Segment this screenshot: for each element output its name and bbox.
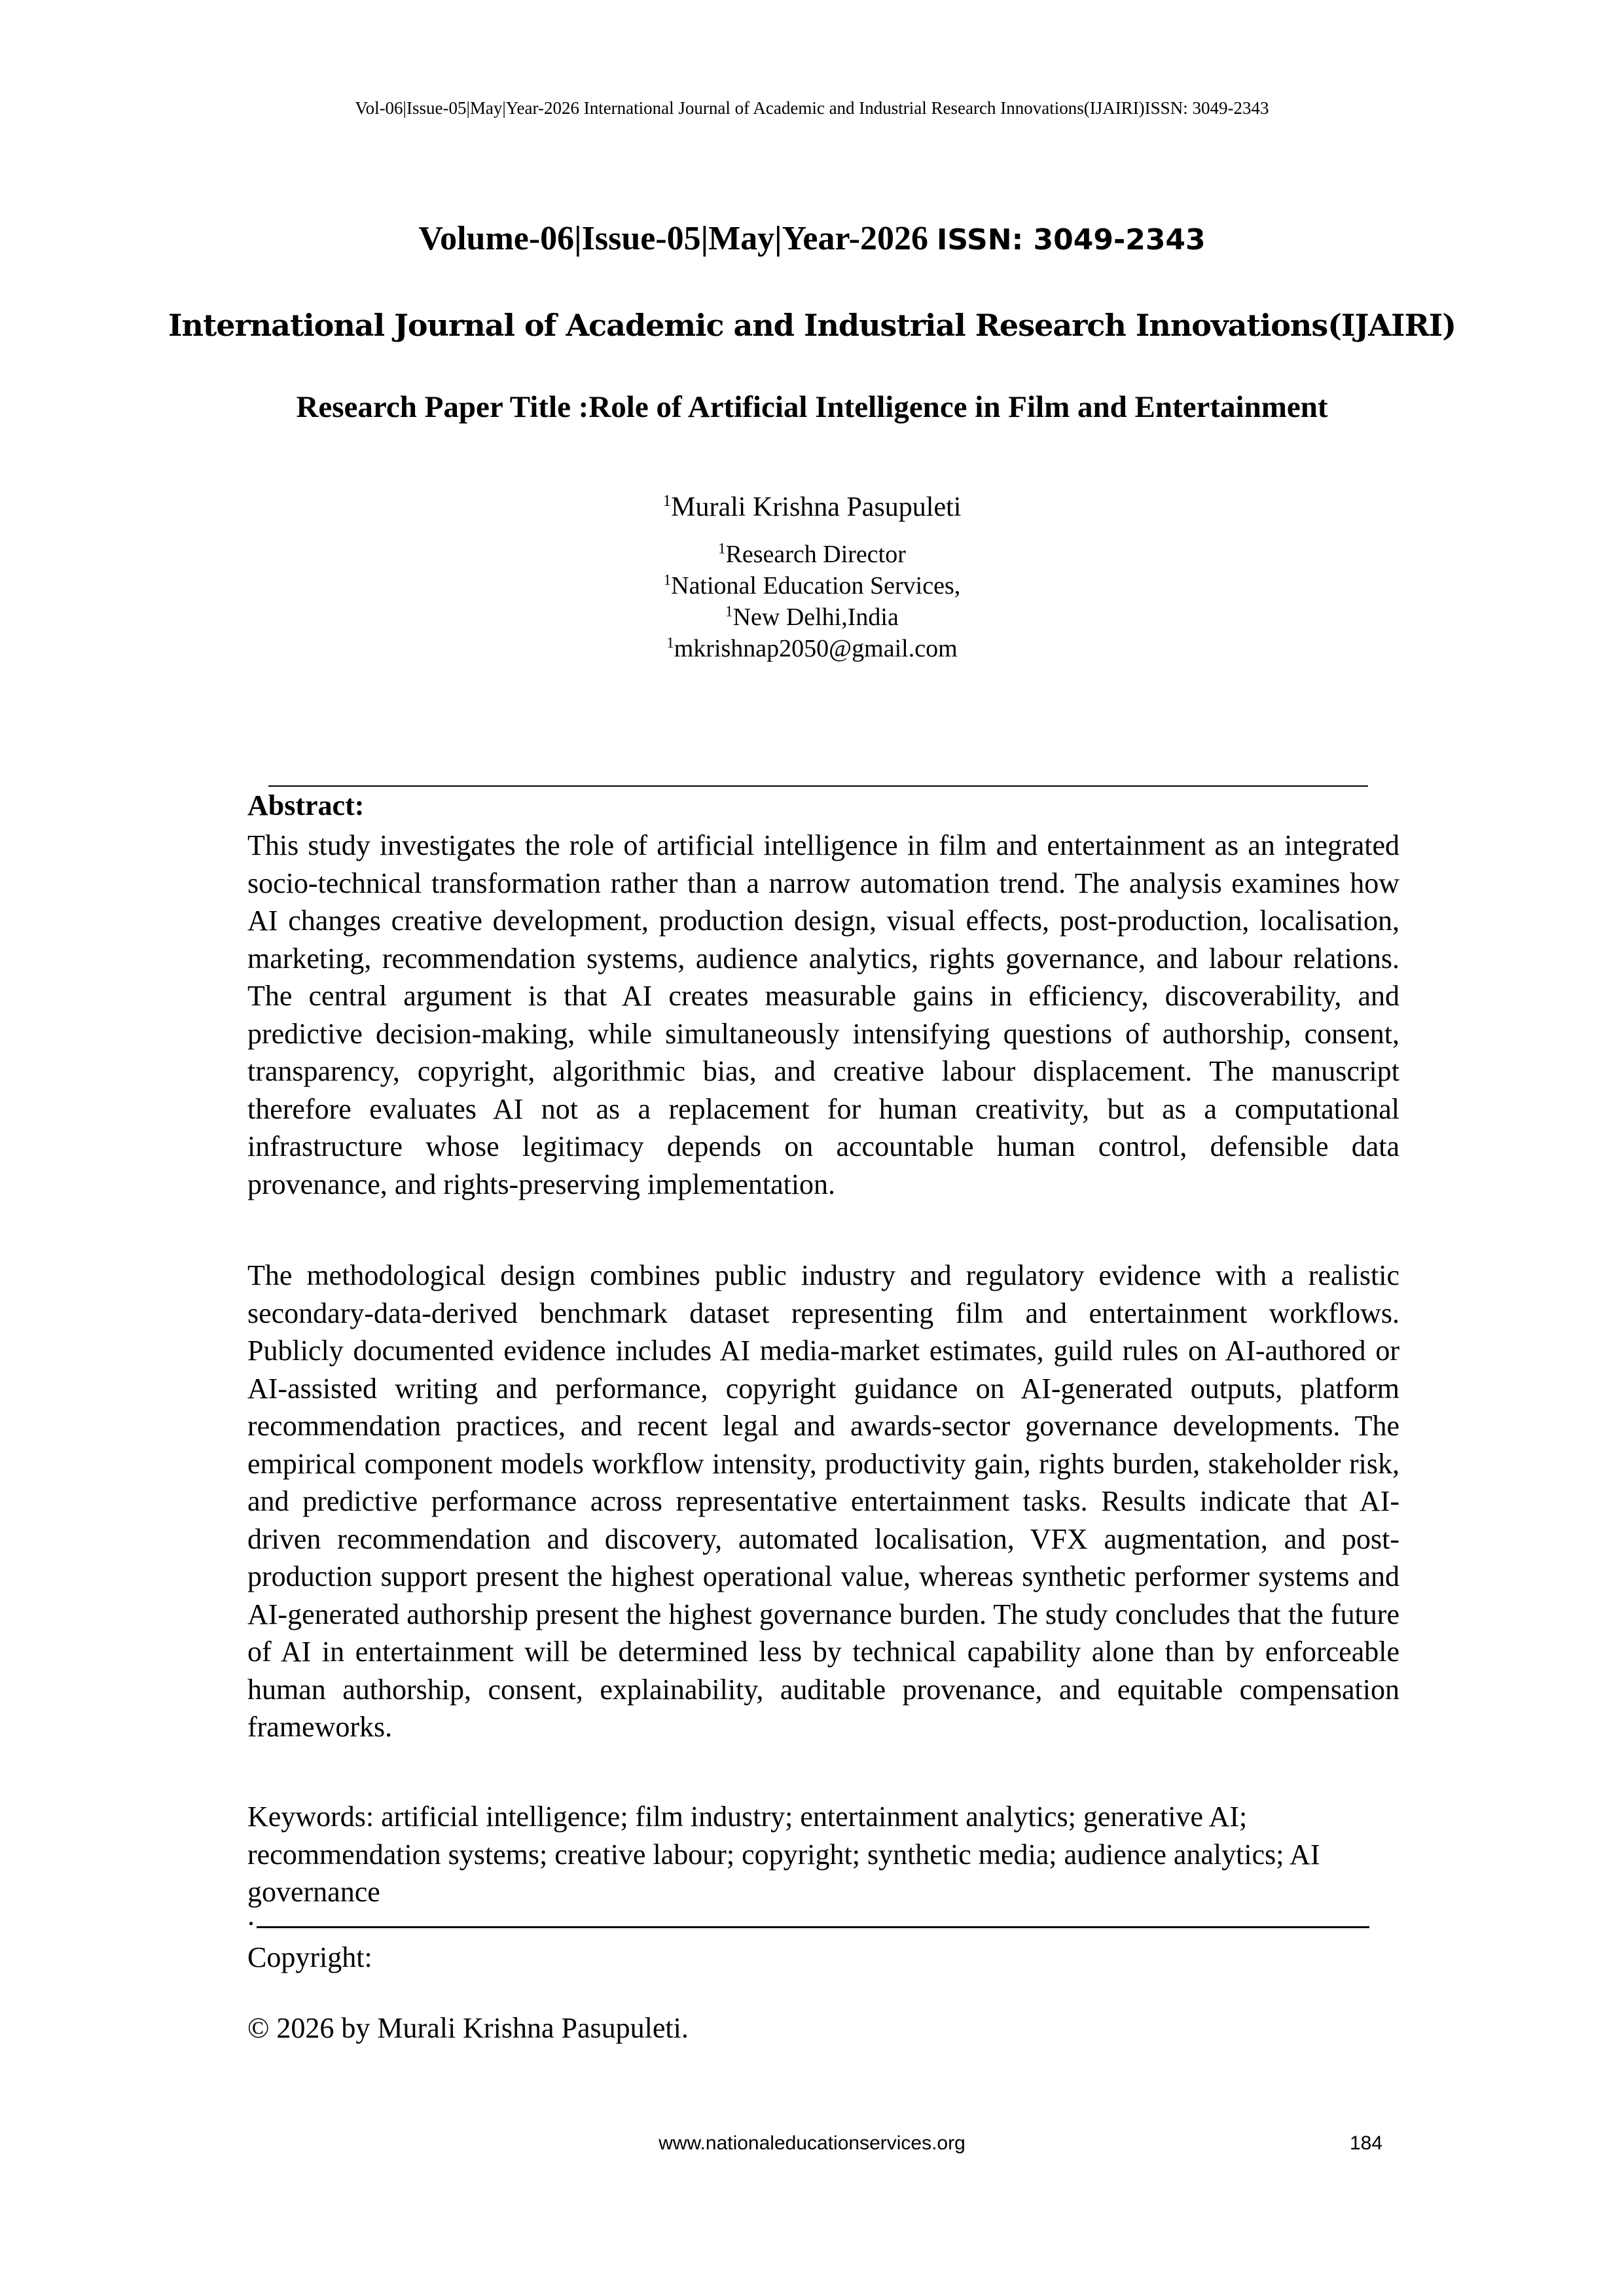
affiliation-marker: 1 (666, 634, 674, 651)
author-role (0, 539, 1624, 570)
keywords: Keywords: artificial intelligence; film industry; entertainment analytics; generative AI; recommendation systems; creative labour; copyright; synthetic media; audience analytics; AI governance (247, 1801, 1320, 1908)
divider-dot: . (247, 1899, 255, 1931)
author-organization (0, 570, 1624, 601)
abstract-paragraph-1: This study investigates the role of artificial intelligence in film and entertainment as an integrated socio-technical transformation rather than a narrow automation trend. The analysis examines how AI changes creative development, production design, visual effects, post-production, localisation, marketing, recommendation systems, audience analytics, rights governance, and labour relations. The central argument is that AI creates measurable gains in efficiency, discoverability, and predictive decision-making, while simultaneously intensifying questions of authorship, consent, transparency, copyright, algorithmic bias, and creative labour displacement. The manuscript therefore evaluates AI not as a replacement for human creativity, but as a computational infrastructure whose legitimacy depends on accountable human control, defensible data provenance, and rights-preserving implementation. (247, 829, 1399, 1200)
issn-text: ISSN: 3049-2343 (936, 223, 1206, 257)
author-name-text: Murali Krishna Pasupuleti (671, 492, 962, 522)
affiliation-marker: 1 (663, 571, 672, 588)
author-email[interactable] (0, 633, 1624, 664)
abstract-heading: Abstract: (247, 789, 365, 821)
author-role-text: Research Director (725, 541, 906, 568)
paper-title: Research Paper Title :Role of Artificial Intelligence in Film and Entertainment (296, 390, 1328, 424)
volume-issue-text: Volume-06|Issue-05|May|Year-2026 (418, 220, 937, 257)
author-name (0, 488, 1624, 527)
affiliation-marker: 1 (725, 603, 733, 620)
affiliation-marker: 1 (718, 540, 726, 557)
author-organization-text: National Education Services, (671, 572, 961, 600)
author-email-text[interactable]: mkrishnap2050@gmail.com (674, 635, 958, 662)
volume-issue-line (0, 219, 1624, 258)
abstract-paragraph-2: The methodological design combines public industry and regulatory evidence with a realistic secondary-data-derived benchmark dataset representing film and entertainment workflows. Publicly documented evidence includes AI media-market estimates, guild rules on AI-authored or AI-assisted writing and performance, copyright guidance on AI-generated outputs, platform recommendation practices, and recent legal and awards-sector governance developments. The empirical component models workflow intensity, productivity gain, rights burden, stakeholder risk, and predictive performance across representative entertainment tasks. Results indicate that AI-driven recommendation and discovery, automated localisation, VFX augmentation, and post-production support present the highest operational value, whereas synthetic performer systems and AI-generated authorship present the highest governance burden. The study concludes that the future of AI in entertainment will be determined less by technical capability alone than by enforceable human authorship, consent, explainability, auditable provenance, and equitable compensation frameworks. (247, 1259, 1399, 1743)
page-number: 184 (1350, 2132, 1383, 2154)
footer-url[interactable]: www.nationaleducationservices.org (659, 2132, 965, 2154)
section-divider-bottom (257, 1926, 1369, 1928)
running-header: Vol-06|Issue-05|May|Year-2026 International Journal of Academic and Industrial Research Innovations(IJAIRI)ISSN: 3049-2343 (355, 98, 1269, 118)
author-location (0, 601, 1624, 633)
author-block (0, 488, 1624, 664)
affiliation-marker: 1 (662, 492, 672, 510)
journal-title: International Journal of Academic and Industrial Research Innovations(IJAIRI) (168, 308, 1456, 343)
author-location-text: New Delhi,India (732, 603, 899, 631)
copyright-text: © 2026 by Murali Krishna Pasupuleti. (247, 2012, 689, 2044)
copyright-label: Copyright: (247, 1941, 372, 1973)
section-divider-top (268, 785, 1368, 787)
